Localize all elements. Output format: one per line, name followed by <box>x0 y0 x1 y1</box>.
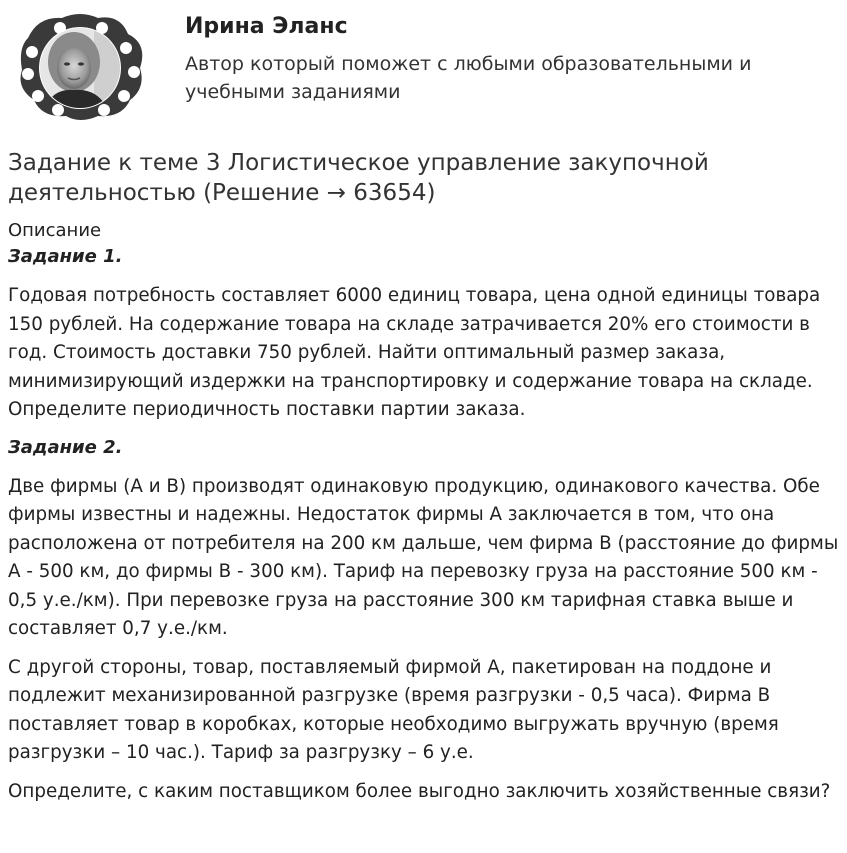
author-name[interactable]: Ирина Эланс <box>185 14 348 39</box>
task2-heading: Задание 2. <box>8 436 123 458</box>
document-content <box>8 148 842 816</box>
film-frame-avatar-icon <box>8 8 152 124</box>
task2-paragraph: Определите, с каким поставщиком более выгодно заключить хозяйственные связи? <box>8 780 831 802</box>
author-header <box>0 0 847 130</box>
task2-paragraph: С другой стороны, товар, поставляемый фирмой А, пакетирован на поддоне и подлежит механизированной разгрузке (время разгрузки - 0,5 часа). Фирма В поставляет товар в коробках, которые необходимо выгружать вручную (время разгрузки – 10 час.). Тариф за разгрузку – 6 у.е. <box>8 656 779 763</box>
author-avatar[interactable] <box>8 8 152 124</box>
page-title: Задание к теме 3 Логистическое управление закупочной деятельностью (Решение → 63654) <box>8 150 709 206</box>
task2-paragraph: Две фирмы (А и В) производят одинаковую продукцию, одинакового качества. Обе фирмы известны и надежны. Недостаток фирмы А заключается в том, что она расположена от потребителя на 200 км дальше, чем фирма В (расстояние до фирмы А - 500 км, до фирмы В - 300 км). Тариф на перевозку груза на расстояние 500 км - 0,5 у.е./км). При перевозке груза на расстояние 300 км тарифная ставка выше и составляет 0,7 у.е./км. <box>8 475 839 639</box>
task1-paragraph: Годовая потребность составляет 6000 единиц товара, цена одной единицы товара 150 рублей. На содержание товара на складе затрачивается 20% его стоимости в год. Стоимость доставки 750 рублей. Найти оптимальный размер заказа, минимизирующий издержки на транспортировку и содержание товара на складе. Определите периодичность поставки партии заказа. <box>8 285 821 420</box>
description-label: Описание <box>8 220 102 241</box>
author-description: Автор который поможет с любыми образовательными и учебными заданиями <box>185 53 752 103</box>
task1-heading: Задание 1. <box>8 246 123 267</box>
